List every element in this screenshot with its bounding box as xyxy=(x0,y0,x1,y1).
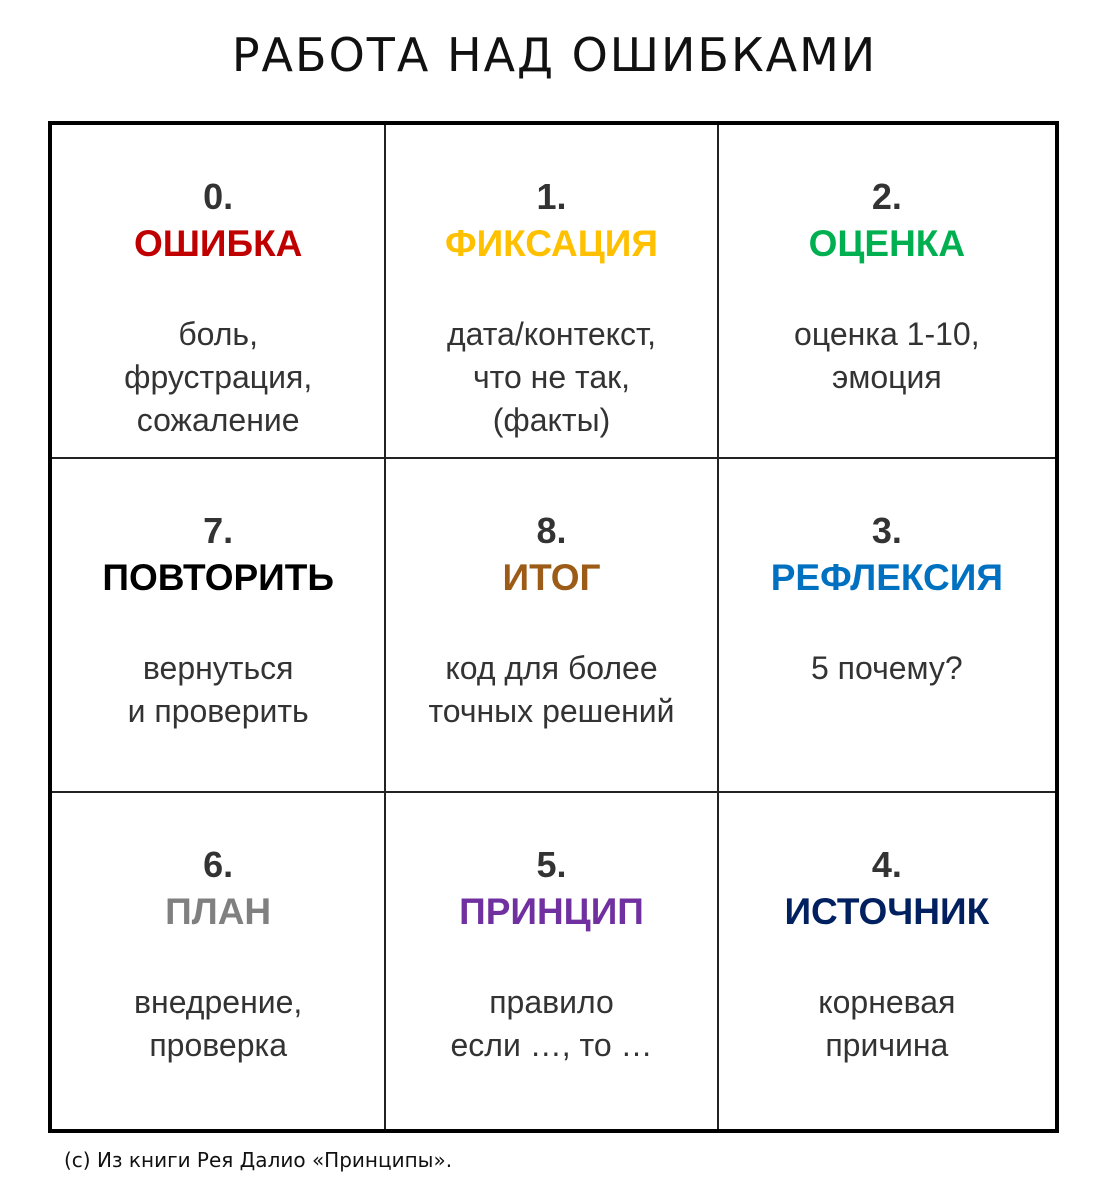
step-description xyxy=(58,313,378,442)
step-description-line: (факты) xyxy=(492,402,611,438)
step-cell-fixation xyxy=(386,125,718,459)
step-cell-plan xyxy=(52,793,386,1129)
step-description xyxy=(58,647,378,733)
step-cell-error xyxy=(52,125,386,459)
step-number: 5. xyxy=(536,844,567,885)
step-description xyxy=(725,313,1049,399)
step-description-line: точных решений xyxy=(428,693,675,729)
step-number: 0. xyxy=(203,176,234,217)
step-description-line: боль, xyxy=(178,316,258,352)
step-description-line: внедрение, xyxy=(134,984,303,1020)
step-heading: ПЛАН xyxy=(165,891,272,932)
step-heading: ИТОГ xyxy=(502,557,601,598)
step-description xyxy=(392,313,710,442)
step-number: 4. xyxy=(871,844,902,885)
step-description-line: что не так, xyxy=(473,359,630,395)
step-heading: ОЦЕНКА xyxy=(808,223,966,264)
step-description-line: 5 почему? xyxy=(810,650,963,686)
step-description-line: сожаление xyxy=(136,402,300,438)
step-heading: РЕФЛЕКСИЯ xyxy=(770,557,1003,598)
step-description xyxy=(58,981,378,1067)
step-description-line: вернуться xyxy=(142,650,294,686)
step-cell-repeat xyxy=(52,459,386,793)
step-number: 3. xyxy=(871,510,902,551)
step-description-line: код для более xyxy=(445,650,658,686)
step-cell-result xyxy=(386,459,718,793)
steps-grid xyxy=(48,121,1059,1133)
step-description-line: и проверить xyxy=(127,693,309,729)
step-description-line: корневая xyxy=(818,984,956,1020)
source-footnote: (с) Из книги Рея Далио «Принципы». xyxy=(64,1148,453,1172)
step-heading: ОШИБКА xyxy=(133,223,303,264)
page-title: РАБОТА НАД ОШИБКАМИ xyxy=(231,28,878,82)
step-description-line: причина xyxy=(825,1027,949,1063)
step-cell-source xyxy=(719,793,1055,1129)
step-description-line: если …, то … xyxy=(450,1027,653,1063)
step-description-line: дата/контекст, xyxy=(446,316,657,352)
step-description-line: правило xyxy=(489,984,614,1020)
step-heading: ПОВТОРИТЬ xyxy=(102,557,334,598)
step-heading: ПРИНЦИП xyxy=(459,891,644,932)
step-heading: ИСТОЧНИК xyxy=(784,891,990,932)
step-description-line: эмоция xyxy=(832,359,942,395)
step-cell-principle xyxy=(386,793,718,1129)
step-cell-evaluation xyxy=(719,125,1055,459)
step-description xyxy=(392,981,710,1067)
step-number: 8. xyxy=(536,510,567,551)
step-description-line: проверка xyxy=(149,1027,287,1063)
step-description xyxy=(725,981,1049,1067)
step-cell-reflection xyxy=(719,459,1055,793)
step-description xyxy=(725,647,1049,690)
step-description xyxy=(392,647,710,733)
step-description-line: фрустрация, xyxy=(124,359,313,395)
step-number: 1. xyxy=(536,176,567,217)
step-number: 2. xyxy=(871,176,902,217)
step-number: 7. xyxy=(203,510,234,551)
step-description-line: оценка 1-10, xyxy=(794,316,980,352)
step-number: 6. xyxy=(203,844,234,885)
step-heading: ФИКСАЦИЯ xyxy=(444,223,658,264)
